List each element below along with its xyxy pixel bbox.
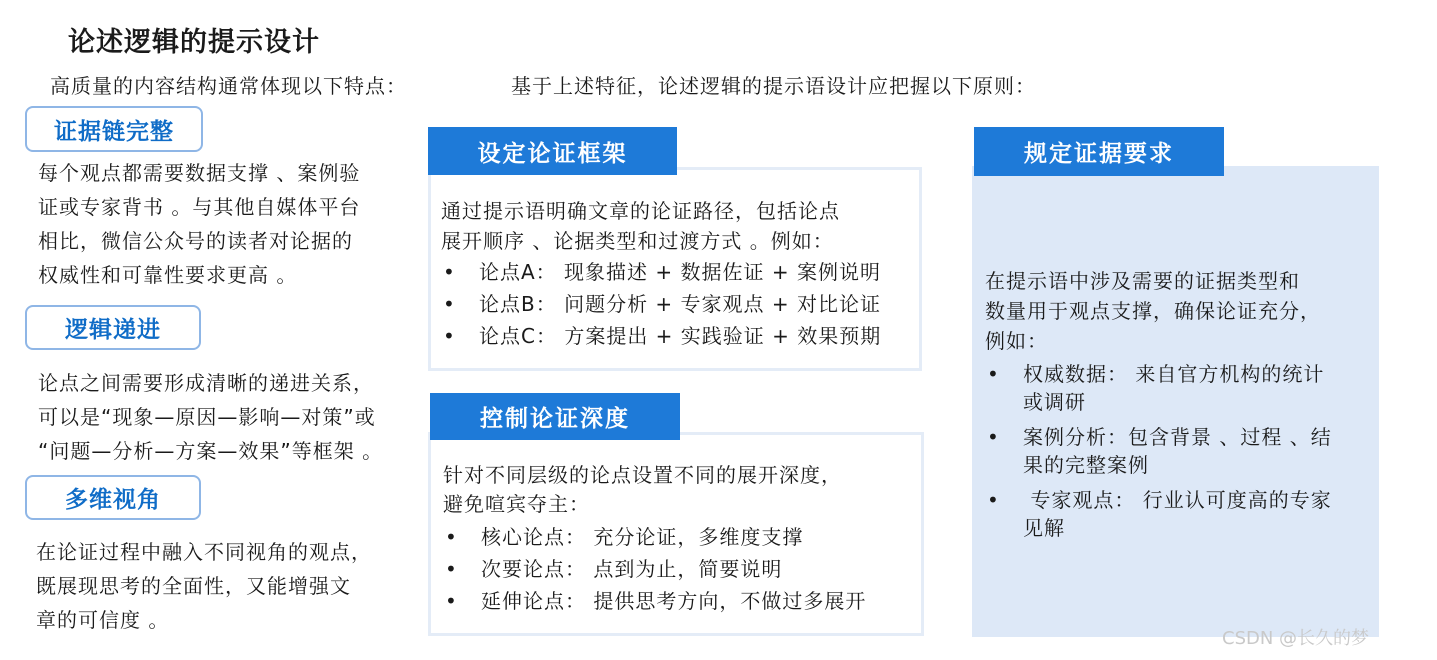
framework-bullet: • 论点C： 方案提出 + 实践验证 + 效果预期	[441, 320, 881, 352]
bullet-icon: •	[445, 589, 458, 613]
depth-body	[443, 461, 842, 519]
bullet-icon: •	[445, 557, 458, 581]
intro-left: 高质量的内容结构通常体现以下特点：	[50, 74, 407, 98]
feature-desc-line: 相比，微信公众号的读者对论据的	[38, 229, 353, 253]
evidence-heading: 规定证据要求	[974, 127, 1224, 176]
bullet-icon: •	[443, 292, 456, 316]
feature-desc-multi-perspective	[36, 535, 372, 637]
evidence-bullet: • 案例分析：包含背景 、过程 、结 果的完整案例	[987, 425, 1332, 477]
bullet-icon: •	[445, 525, 458, 549]
framework-bullet: • 论点A： 现象描述 + 数据佐证 + 案例说明	[441, 256, 881, 288]
bullet-icon: •	[987, 362, 1000, 386]
feature-desc-evidence-chain	[38, 156, 360, 292]
feature-desc-line: 每个观点都需要数据支撑 、案例验	[38, 161, 361, 185]
depth-intro-line: 针对不同层级的论点设置不同的展开深度，	[443, 463, 842, 487]
intro-right: 基于上述特征，论述逻辑的提示语设计应把握以下原则：	[511, 74, 1036, 98]
depth-intro-line: 避免喧宾夺主：	[443, 492, 590, 516]
depth-bullets	[443, 521, 866, 617]
evidence-intro-line: 数量用于观点支撑，确保论证充分，	[985, 299, 1321, 323]
page-title: 论述逻辑的提示设计	[68, 27, 320, 58]
feature-desc-logic-progression	[38, 366, 383, 468]
framework-heading: 设定论证框架	[428, 127, 677, 175]
framework-intro-line: 展开顺序 、论据类型和过渡方式 。例如：	[441, 229, 834, 253]
bullet-icon: •	[987, 425, 1000, 449]
bullet-icon: •	[443, 324, 456, 348]
framework-bullets	[441, 256, 881, 352]
framework-body	[441, 196, 840, 256]
evidence-bullet: • 专家观点： 行业认可度高的专家 见解	[987, 488, 1332, 540]
feature-desc-line: 论点之间需要形成清晰的递进关系，	[38, 371, 374, 395]
evidence-intro-line: 在提示语中涉及需要的证据类型和	[985, 269, 1300, 293]
depth-heading: 控制论证深度	[430, 393, 680, 440]
evidence-bullets	[985, 360, 1332, 542]
framework-intro-line: 通过提示语明确文章的论证路径，包括论点	[441, 199, 840, 223]
feature-desc-line: 可以是“现象—原因—影响—对策”或	[38, 405, 376, 429]
depth-bullet: • 核心论点： 充分论证，多维度支撑	[443, 521, 866, 553]
framework-bullet: • 论点B： 问题分析 + 专家观点 + 对比论证	[441, 288, 881, 320]
feature-desc-line: 证或专家背书 。与其他自媒体平台	[38, 195, 361, 219]
depth-bullet: • 延伸论点： 提供思考方向，不做过多展开	[443, 585, 866, 617]
bullet-icon: •	[987, 488, 1000, 512]
evidence-body	[985, 266, 1321, 356]
bullet-icon: •	[443, 260, 456, 284]
feature-desc-line: 权威性和可靠性要求更高 。	[38, 263, 298, 287]
watermark: CSDN @长久的梦	[1222, 628, 1370, 649]
feature-desc-line: 既展现思考的全面性，又能增强文	[36, 574, 351, 598]
feature-desc-line: 在论证过程中融入不同视角的观点，	[36, 540, 372, 564]
feature-label-multi-perspective: 多维视角	[25, 475, 201, 520]
evidence-intro-line: 例如：	[985, 329, 1048, 353]
feature-desc-line: “问题—分析—方案—效果”等框架 。	[38, 439, 384, 463]
evidence-bullet: • 权威数据： 来自官方机构的统计 或调研	[987, 362, 1325, 414]
feature-label-logic-progression: 逻辑递进	[25, 305, 201, 350]
depth-bullet: • 次要论点： 点到为止，简要说明	[443, 553, 866, 585]
feature-label-evidence-chain: 证据链完整	[25, 106, 203, 152]
feature-desc-line: 章的可信度 。	[36, 608, 170, 632]
